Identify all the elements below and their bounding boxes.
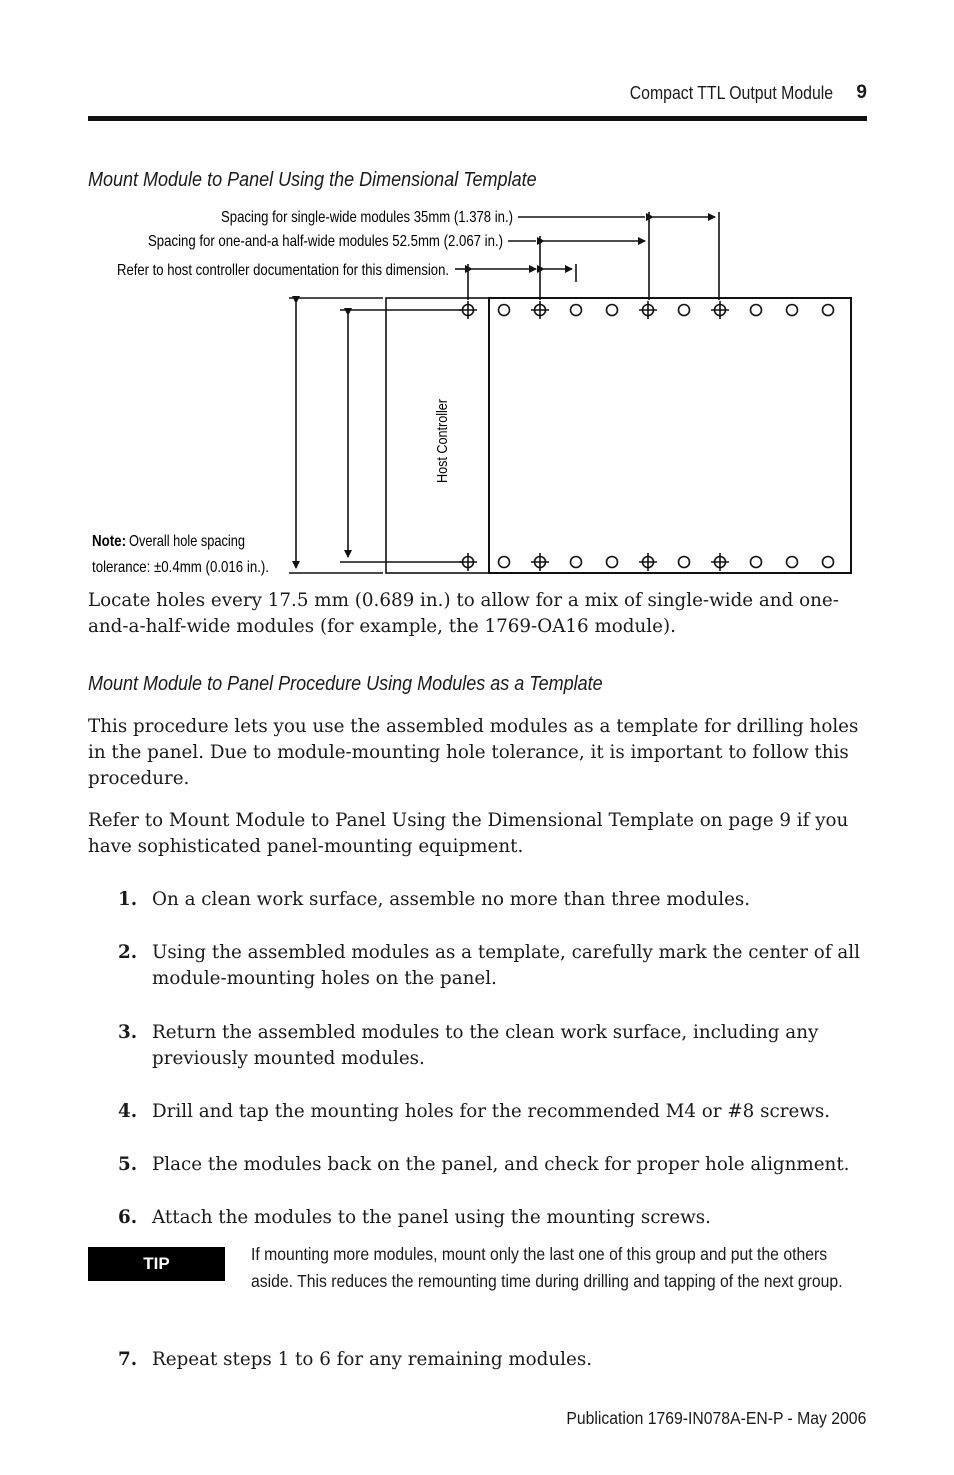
hole-marker — [823, 557, 834, 568]
tip-badge: TIP — [88, 1247, 225, 1281]
hole-marker — [499, 557, 510, 568]
step-number: 5. — [118, 1154, 138, 1175]
modules-outline — [489, 298, 851, 573]
label-single-wide-spacing: Spacing for single-wide modules 35mm (1.378 in.) — [221, 209, 513, 226]
paragraph-refer: Refer to Mount Module to Panel Using the Dimensional Template on page 9 if you have sophisticated panel-mounting equipment. — [88, 810, 849, 857]
step-number: 4. — [118, 1101, 138, 1122]
step-number: 2. — [118, 942, 138, 963]
step-text: Drill and tap the mounting holes for the recommended M4 or #8 screws. — [152, 1101, 831, 1122]
note-text-line2: tolerance: ±0.4mm (0.016 in.). — [92, 559, 269, 576]
paragraph-procedure-intro: This procedure lets you use the assembled modules as a template for drilling holes in the panel. Due to module-mounting hole tolerance, it is important to follow this procedure. — [88, 716, 859, 789]
step-number: 1. — [118, 889, 138, 910]
step-text: Repeat steps 1 to 6 for any remaining modules. — [152, 1349, 593, 1370]
hole-marker — [499, 305, 510, 316]
note-text-line1: Overall hole spacing — [129, 533, 245, 550]
hole-marker — [751, 305, 762, 316]
hole-marker — [571, 557, 582, 568]
section-heading-modules-template: Mount Module to Panel Procedure Using Modules as a Template — [88, 673, 603, 695]
page-header — [88, 80, 867, 120]
hole-marker — [607, 557, 618, 568]
hole-marker — [679, 305, 690, 316]
step-text: Attach the modules to the panel using the mounting screws. — [152, 1207, 711, 1228]
hole-marker — [679, 557, 690, 568]
page-number: 9 — [856, 82, 867, 103]
step-text: Return the assembled modules to the clean work surface, including any previously mounted modules. — [152, 1022, 819, 1069]
section-heading-dimensional-template: Mount Module to Panel Using the Dimensional Template — [88, 169, 537, 191]
label-one-half-wide-spacing: Spacing for one-and-a half-wide modules 52.5mm (2.067 in.) — [148, 233, 503, 250]
hole-marker — [751, 557, 762, 568]
step-number: 6. — [118, 1207, 138, 1228]
hole-marker — [823, 305, 834, 316]
hole-marker — [787, 305, 798, 316]
footer-publication: Publication 1769-IN078A-EN-P - May 2006 — [565, 1408, 866, 1428]
step-text: Using the assembled modules as a template, carefully mark the center of all module-mounting holes on the panel. — [152, 942, 860, 989]
note-label: Note: — [92, 533, 126, 550]
header-title: Compact TTL Output Module — [629, 83, 833, 103]
header-rule — [88, 116, 867, 121]
tip-text: If mounting more modules, mount only the last one of this group and put the others aside. This reduces the remounting time during drilling and tapping of the next group. — [251, 1244, 843, 1291]
step-number: 7. — [118, 1349, 138, 1370]
step-text: Place the modules back on the panel, and check for proper hole alignment. — [152, 1154, 850, 1175]
mounting-holes — [459, 301, 834, 571]
label-host-controller: Host Controller — [434, 382, 451, 483]
step-text: On a clean work surface, assemble no more than three modules. — [152, 889, 751, 910]
label-host-dimension: Refer to host controller documentation for this dimension. — [117, 262, 449, 279]
hole-marker — [571, 305, 582, 316]
dimensional-template-diagram — [0, 195, 954, 580]
hole-marker — [787, 557, 798, 568]
hole-marker — [607, 305, 618, 316]
paragraph-locate-holes: Locate holes every 17.5 mm (0.689 in.) to allow for a mix of single-wide and one-and-a-half-wide modules (for example, the 1769-OA16 module). — [88, 590, 839, 637]
step-number: 3. — [118, 1022, 138, 1043]
